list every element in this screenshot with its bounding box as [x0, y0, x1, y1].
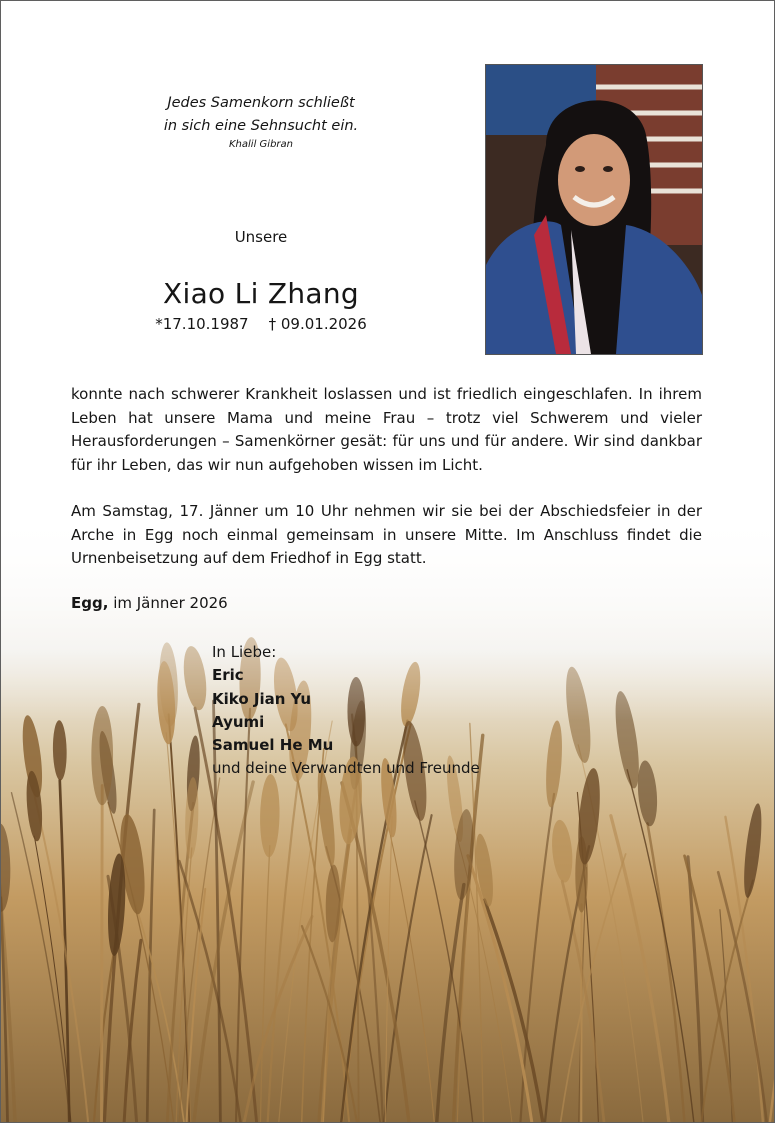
mourners-closing: und deine Verwandten und Freunde: [212, 759, 480, 778]
deceased-name: Xiao Li Zhang: [163, 277, 359, 310]
quote-block: [121, 92, 401, 152]
intro-text: Unsere: [234, 228, 288, 246]
portrait-photo: [485, 64, 703, 355]
quote-author: Khalil Gibran: [229, 139, 293, 150]
mourners-heading: In Liebe:: [212, 643, 277, 661]
birth-date: *17.10.1987: [155, 315, 249, 333]
quote-line-1: Jedes Samenkorn schließt: [167, 95, 355, 111]
mourners-list: [212, 641, 480, 781]
place-date-line: [71, 594, 228, 612]
mourner-name: Kiko Jian Yu: [212, 689, 312, 708]
obituary-paragraph-2: Am Samstag, 17. Jänner um 10 Uhr nehmen wir sie bei der Abschiedsfeier in der Arche in Egg noch einmal gemeinsam in unsere Mitte. Im Anschluss findet die Urnenbeisetzung auf dem Friedhof in Egg statt.: [71, 502, 702, 567]
quote-line-2: in sich eine Sehnsucht ein.: [163, 118, 359, 134]
mourner-name: Eric: [212, 666, 244, 685]
life-dates: [111, 315, 411, 333]
place-name: Egg,: [71, 594, 109, 612]
place-date: im Jänner 2026: [108, 594, 228, 612]
obituary-paragraph-1: konnte nach schwerer Krankheit loslassen und ist friedlich eingeschlafen. In ihrem Leben hat unsere Mama und meine Frau – trotz viel Schwerem und vieler Herausforderungen – Samenkörner gesät: für uns und für andere. Wir sind dankbar für ihr Leben, das wir nun aufgehoben wissen im Licht.: [71, 385, 702, 474]
mourner-name: Ayumi: [212, 712, 265, 731]
death-date: † 09.01.2026: [268, 315, 367, 333]
mourner-name: Samuel He Mu: [212, 736, 334, 755]
